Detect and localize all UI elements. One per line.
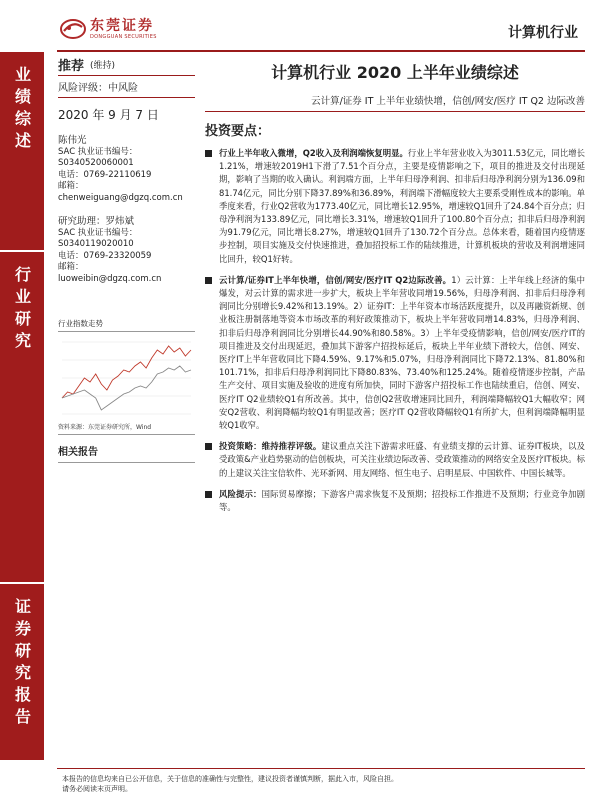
rating-value: 推荐	[58, 59, 85, 74]
assistant-email[interactable]: luoweibin@dgzq.com.cn	[58, 273, 162, 284]
page-header	[0, 0, 600, 50]
point-risk	[205, 488, 585, 514]
assistant-cert-label: SAC 执业证书编号：	[58, 227, 138, 238]
related-reports-heading: 相关报告	[58, 443, 195, 463]
footer-disclaimer: 本报告的信息均来自已公开信息，关于信息的准确性与完整性，建议投资者谨慎判断，据此入市，风险自担。	[62, 775, 398, 783]
sidebar-band-report	[0, 584, 44, 760]
point-strategy-lead: 投资策略：维持推荐评级。	[219, 441, 322, 452]
square-bullet-icon	[205, 491, 212, 498]
point-risk-lead: 风险提示：	[219, 488, 262, 499]
left-info-column	[58, 52, 195, 285]
band-label-research: 行业研究	[12, 266, 32, 354]
analyst-phone: 电话：0769-22110619	[58, 169, 152, 180]
chart-title: 行业指数走势	[58, 318, 195, 332]
point-revenue-lead: 行业上半年收入微增，Q2收入及利润端恢复明显。	[219, 148, 408, 158]
section-heading: 投资要点：	[205, 124, 271, 139]
report-subtitle: 云计算/证券 IT 上半年业绩快增，信创/网安/医疗 IT Q2 边际改善	[205, 93, 585, 112]
analyst-cert-label: SAC 执业证书编号：	[58, 146, 138, 157]
point-segments-text: 1）云计算：上半年线上经济的集中爆发，对云计算的需求进一步扩大，板块上半年营收同增19.56%，归母净利润、扣非后归母净利润同比分别增长9.42%和13.19%。2）证券IT：上半年资本市场活跃度提升，以及再融资新规、创业板注册制落地等资本市场改革的利好政策推动下，板块上半年营收同增14.83%，归母净利润、扣非后归母净利润同比分别增长44.90%和80.58%。3）上半年受疫情影响，信创/网安/医疗IT的项目推进及交付出现延迟，叠加其下游客户招投标延后，板块上半年业绩下滑较大，信创、网安、医疗IT上半年营收同比下降4.59%、9.17%和5.07%，归母净利润同比下降72.13%、81.80%和101.71%，扣非后归母净利润同比下降80.83%、73.40%和125.24%。随着疫情逐步控制，产品生产交付、项目实施及验收的进度有所加快，同时下游客户招投标工作也陆续重启，信创、网安、医疗IT Q2业绩较Q1有所改善。其中，信创Q2营收增速同比回升，利润端降幅较Q1大幅收窄；网安Q2营收、利润降幅均较Q1有明显改善；医疗IT Q2营收降幅较Q1有所扩大，但利润端降幅明显较Q1收窄。	[219, 274, 585, 431]
rating-note: (维持)	[90, 61, 116, 71]
sidebar-band-summary	[0, 52, 44, 250]
chart-source: 资料来源：东莞证券研究所，Wind	[58, 424, 195, 435]
footer-notice: 请务必阅读末页声明。	[62, 785, 132, 793]
risk-rating: 风险评级：中风险	[58, 76, 195, 98]
logo-text-cn: 东莞证券	[90, 18, 154, 34]
analyst-card-2	[58, 216, 195, 285]
logo-text-en: DONGGUAN SECURITIES	[90, 34, 157, 40]
main-content	[205, 52, 585, 514]
report-title: 计算机行业 2020 上半年业绩综述	[271, 63, 519, 82]
point-risk-text: 国际贸易摩擦；下游客户需求恢复不及预期；招投标工作推进不及预期；行业竞争加剧等。	[219, 488, 586, 513]
band-label-summary: 业绩综述	[12, 66, 32, 154]
point-segments-lead: 云计算/证券IT上半年快增，信创/网安/医疗IT Q2边际改善。	[219, 274, 452, 285]
point-revenue	[205, 147, 585, 266]
assistant-email-label: 邮箱：	[58, 262, 84, 272]
report-date: 2020 年 9 月 7 日	[58, 108, 159, 122]
chart-series-line-2	[62, 366, 191, 410]
square-bullet-icon	[205, 150, 212, 157]
assistant-name: 研究助理：罗炜斌	[58, 216, 135, 227]
index-trend-chart-block	[58, 318, 195, 463]
chart-svg	[58, 336, 195, 422]
assistant-cert: S0340119020010	[58, 239, 134, 249]
point-segments	[205, 274, 585, 432]
analyst-card-1	[58, 135, 195, 204]
analyst-email[interactable]: chenweiguang@dgzq.com.cn	[58, 192, 183, 203]
chart-series-line-1	[62, 346, 191, 398]
band-label-report: 证券研究报告	[12, 598, 32, 730]
company-logo	[60, 18, 157, 40]
square-bullet-icon	[205, 277, 212, 284]
analyst-name: 陈伟光	[58, 135, 87, 146]
square-bullet-icon	[205, 443, 212, 450]
index-trend-chart	[58, 336, 195, 422]
analyst-cert: S0340520060001	[58, 158, 134, 168]
sidebar-band-research	[0, 252, 44, 582]
point-strategy-text: 建议重点关注下游需求旺盛、有业绩支撑的云计算、证券IT板块，以及受政策&产业趋势驱动的信创板块，可关注业绩边际改善、受政策推动的网络安全及医疗IT板块。标的上建议关注宝信软件、光环新网、用友网络、恒生电子、启明星辰、中国软件、中国长城等。	[219, 441, 585, 478]
footer-divider	[57, 768, 585, 769]
page-footer	[62, 774, 582, 794]
logo-emblem-icon	[60, 18, 86, 40]
analyst-email-label: 邮箱：	[58, 181, 84, 191]
point-revenue-text: 行业上半年营业收入为3011.53亿元，同比增长1.21%，增速较2019H1下滑了7.51个百分点，主要是疫情影响之下，项目的推进及交付出现延期，影响了当期的收入确认。利润端方面，上半年归母净利润、扣非后归母净利润分别为136.09和81.74亿元，同比分别下降37.89%和36.89%，利润端下滑幅度较大主要系受刚性成本的影响。单季度来看，行业Q2营收为1773.40亿元，同比增长12.95%，增速较Q1回升了24.84个百分点；归母净利润为133.89亿元，同比增长3.31%，增速较Q1回升了100.80个百分点；扣非后归母净利润为91.79亿元，同比增长8.27%，增速较Q1回升了130.72个百分点。总体来看，随着国内疫情逐步控制，项目实施及交付快速推进，叠加招投标工作的陆续推进，计算机板块的营收及利润增速同比回升，较Q1好转。	[219, 148, 585, 264]
point-strategy	[205, 440, 585, 480]
assistant-phone: 电话：0769-23320059	[58, 250, 152, 261]
rating-row	[58, 52, 195, 76]
industry-label: 计算机行业	[508, 25, 578, 41]
